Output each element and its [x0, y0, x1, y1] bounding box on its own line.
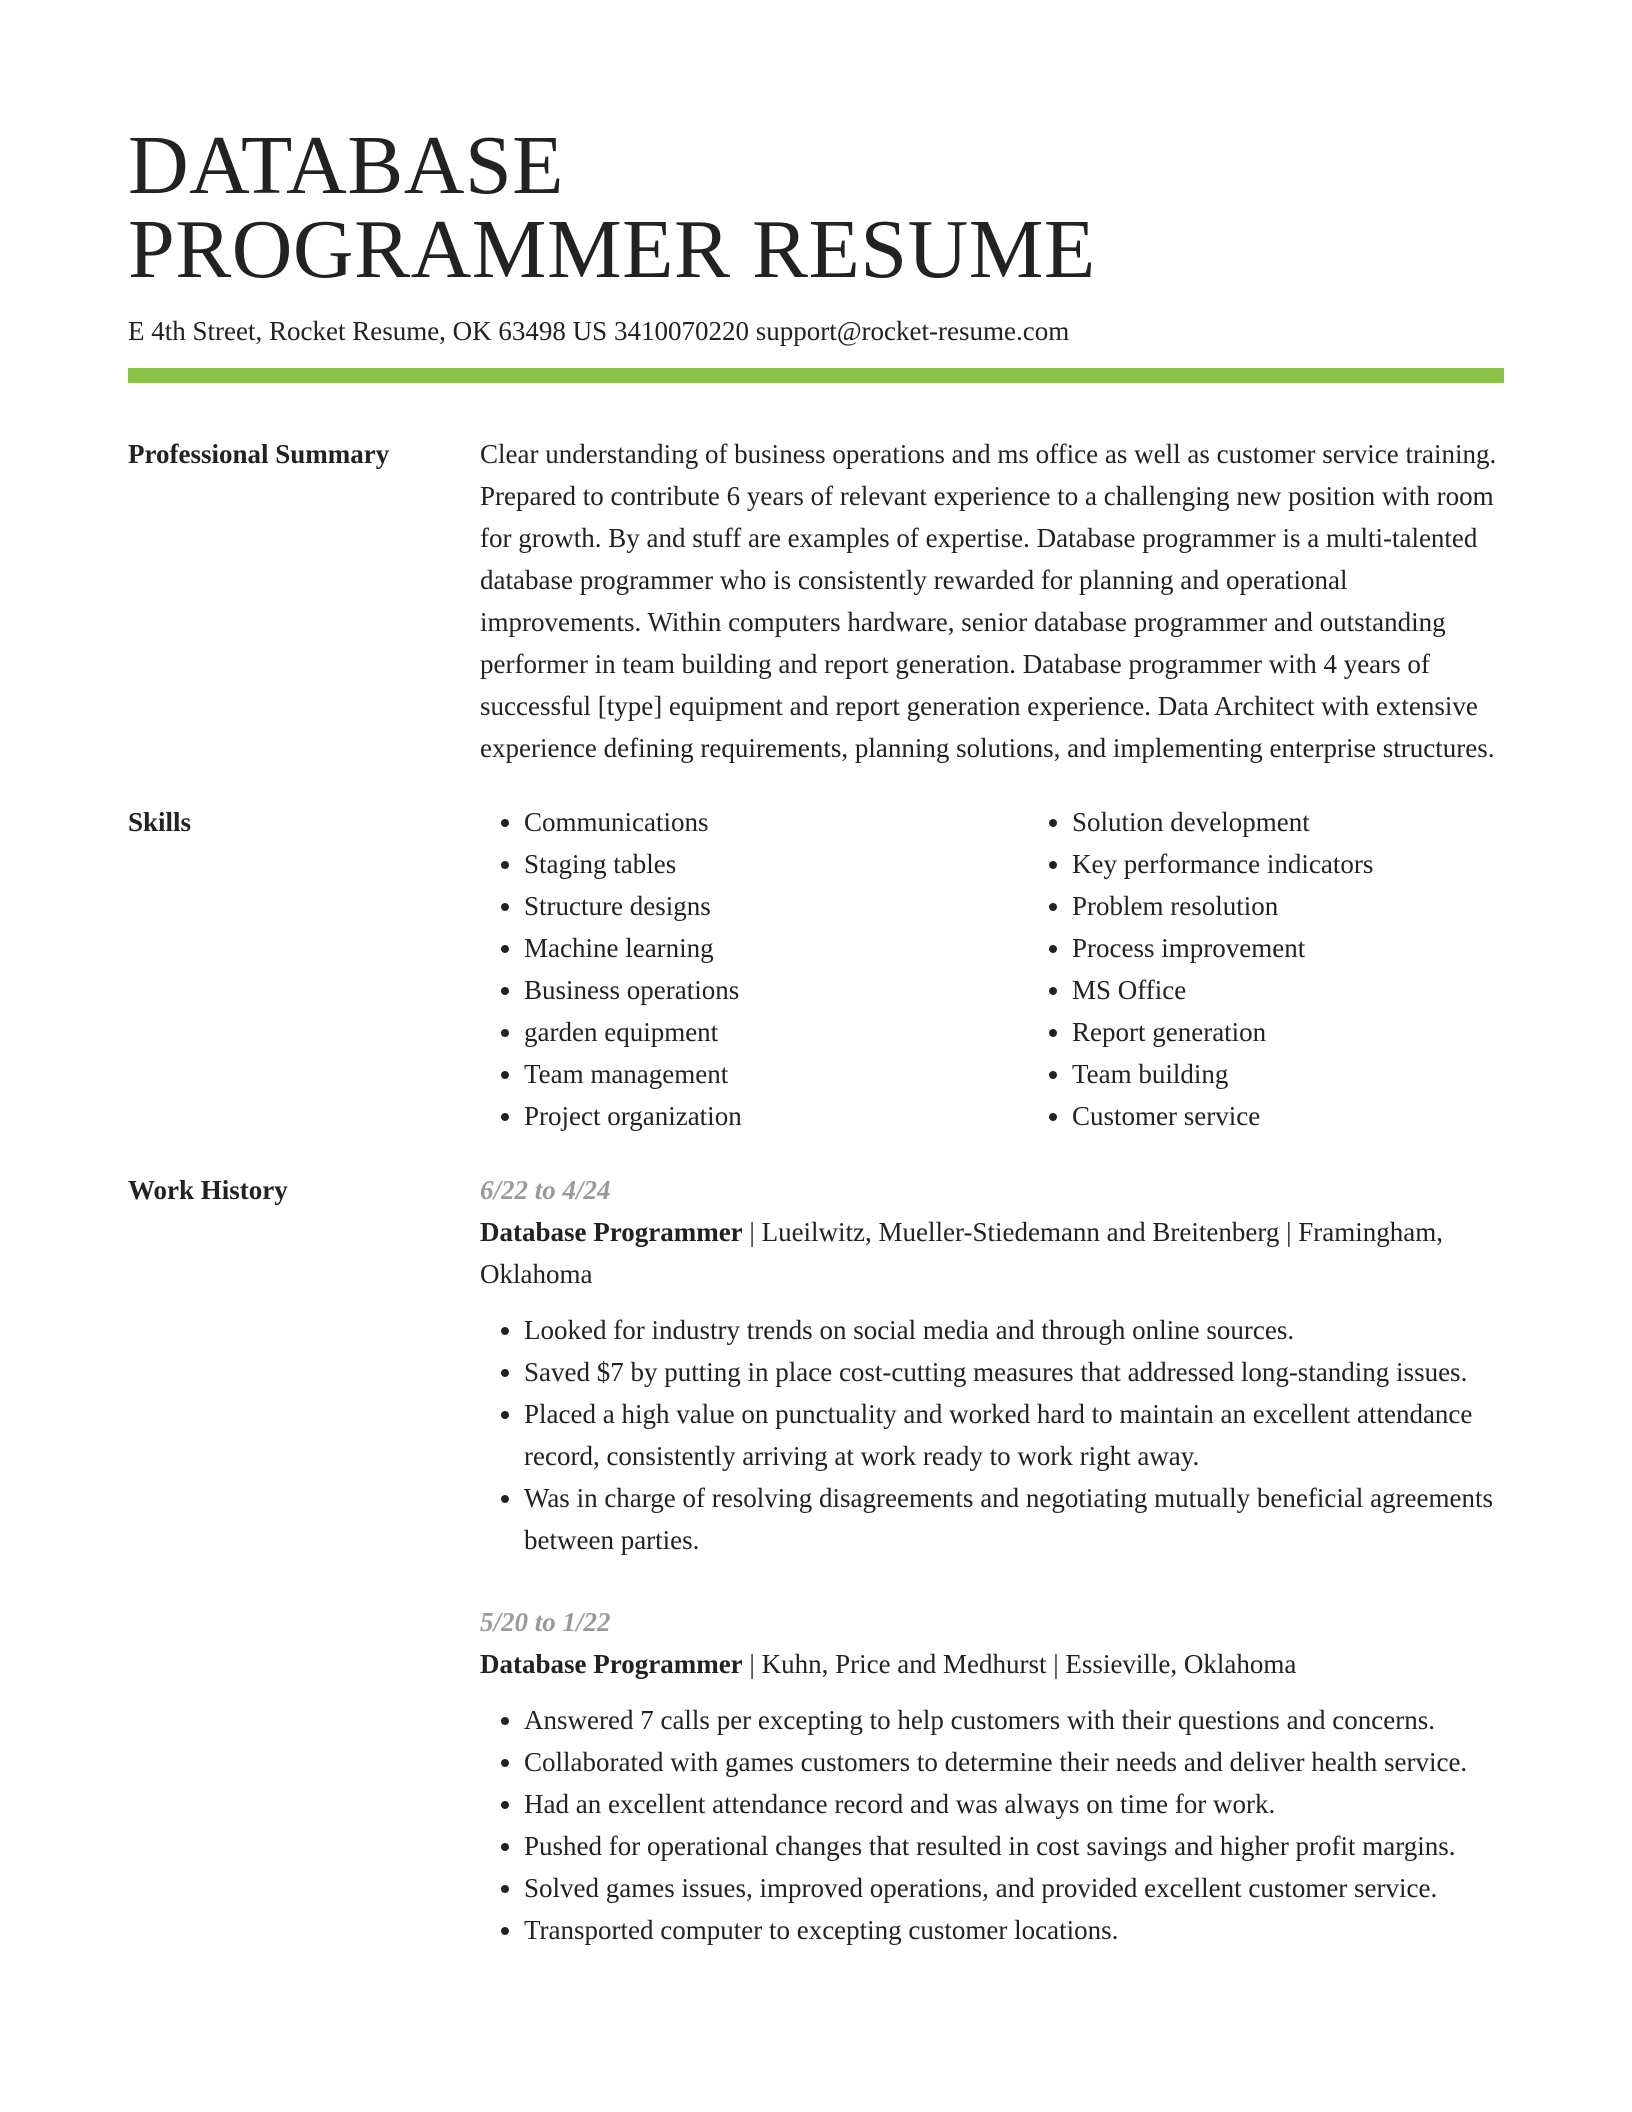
skills-column-1: [480, 801, 1028, 1137]
skills-grid: [480, 801, 1576, 1137]
resume-page: [128, 119, 1504, 1991]
skill-item: • Project organization: [524, 1095, 1028, 1137]
job-dates: 6/22 to 4/24: [480, 1175, 611, 1205]
job-heading: [480, 1643, 1504, 1685]
skills-section: [128, 801, 1504, 1137]
job-entry: [480, 1601, 1504, 1951]
job-title: Database Programmer: [480, 1649, 743, 1679]
title-line-2: PROGRAMMER RESUME: [128, 203, 1096, 296]
skill-item: • Machine learning: [524, 927, 1028, 969]
skill-item: • Business operations: [524, 969, 1028, 1011]
resume-title: [128, 119, 1504, 296]
job-bullet: • Solved games issues, improved operations, and provided excellent customer service.: [524, 1867, 1504, 1909]
skill-item: • Customer service: [1072, 1095, 1576, 1137]
job-title: Database Programmer: [480, 1217, 743, 1247]
skill-item: • Team management: [524, 1053, 1028, 1095]
skills-label: Skills: [128, 807, 192, 837]
contact-line: E 4th Street, Rocket Resume, OK 63498 US 3410070220 support@rocket-resume.com: [128, 316, 1070, 346]
skill-item: • Report generation: [1072, 1011, 1576, 1053]
work-history-label: Work History: [128, 1175, 288, 1205]
job-bullet: • Placed a high value on punctuality and worked hard to maintain an excellent attendance record, consistently arriving at work ready to work right away.: [524, 1393, 1504, 1477]
job-bullet: • Was in charge of resolving disagreements and negotiating mutually beneficial agreements between parties.: [524, 1477, 1504, 1561]
job-bullet: • Saved $7 by putting in place cost-cutting measures that addressed long-standing issues.: [524, 1351, 1504, 1393]
summary-label: Professional Summary: [128, 439, 390, 469]
job-bullets: [480, 1309, 1504, 1561]
job-bullet: • Collaborated with games customers to determine their needs and deliver health service.: [524, 1741, 1504, 1783]
summary-text: Clear understanding of business operations and ms office as well as customer service training. Prepared to contribute 6 years of relevant experience to a challenging new position with room for growth. By and stuff are examples of expertise. Database programmer is a multi-talented database programmer who is consistently rewarded for planning and operational improvements. Within computers hardware, senior database programmer and outstanding performer in team building and report generation. Database programmer with 4 years of successful [type] equipment and report generation experience. Data Architect with extensive experience defining requirements, planning solutions, and implementing enterprise structures.: [480, 439, 1497, 763]
job-details: | Lueilwitz, Mueller-Stiedemann and Breitenberg | Framingham, Oklahoma: [480, 1217, 1444, 1289]
skill-item: • Key performance indicators: [1072, 843, 1576, 885]
job-dates: 5/20 to 1/22: [480, 1607, 611, 1637]
title-line-1: DATABASE: [128, 119, 564, 212]
job-entry: [480, 1169, 1504, 1561]
job-details: | Kuhn, Price and Medhurst | Essieville, Oklahoma: [742, 1649, 1297, 1679]
job-bullet: • Looked for industry trends on social media and through online sources.: [524, 1309, 1504, 1351]
skill-item: • garden equipment: [524, 1011, 1028, 1053]
job-heading: [480, 1211, 1504, 1295]
accent-divider: [128, 368, 1504, 383]
job-bullet: • Pushed for operational changes that resulted in cost savings and higher profit margins.: [524, 1825, 1504, 1867]
skill-item: • Team building: [1072, 1053, 1576, 1095]
job-bullet: • Had an excellent attendance record and was always on time for work.: [524, 1783, 1504, 1825]
work-history-section: [128, 1169, 1504, 1991]
skill-item: • Structure designs: [524, 885, 1028, 927]
skill-item: • MS Office: [1072, 969, 1576, 1011]
skill-item: • Staging tables: [524, 843, 1028, 885]
job-bullets: [480, 1699, 1504, 1951]
job-bullet: • Answered 7 calls per excepting to help customers with their questions and concerns.: [524, 1699, 1504, 1741]
job-bullet: • Transported computer to excepting customer locations.: [524, 1909, 1504, 1951]
skills-column-2: [1028, 801, 1576, 1137]
skill-item: • Solution development: [1072, 801, 1576, 843]
skill-item: • Process improvement: [1072, 927, 1576, 969]
work-history-body: [480, 1169, 1504, 1991]
professional-summary-section: [128, 433, 1504, 769]
skill-item: • Communications: [524, 801, 1028, 843]
skill-item: • Problem resolution: [1072, 885, 1576, 927]
